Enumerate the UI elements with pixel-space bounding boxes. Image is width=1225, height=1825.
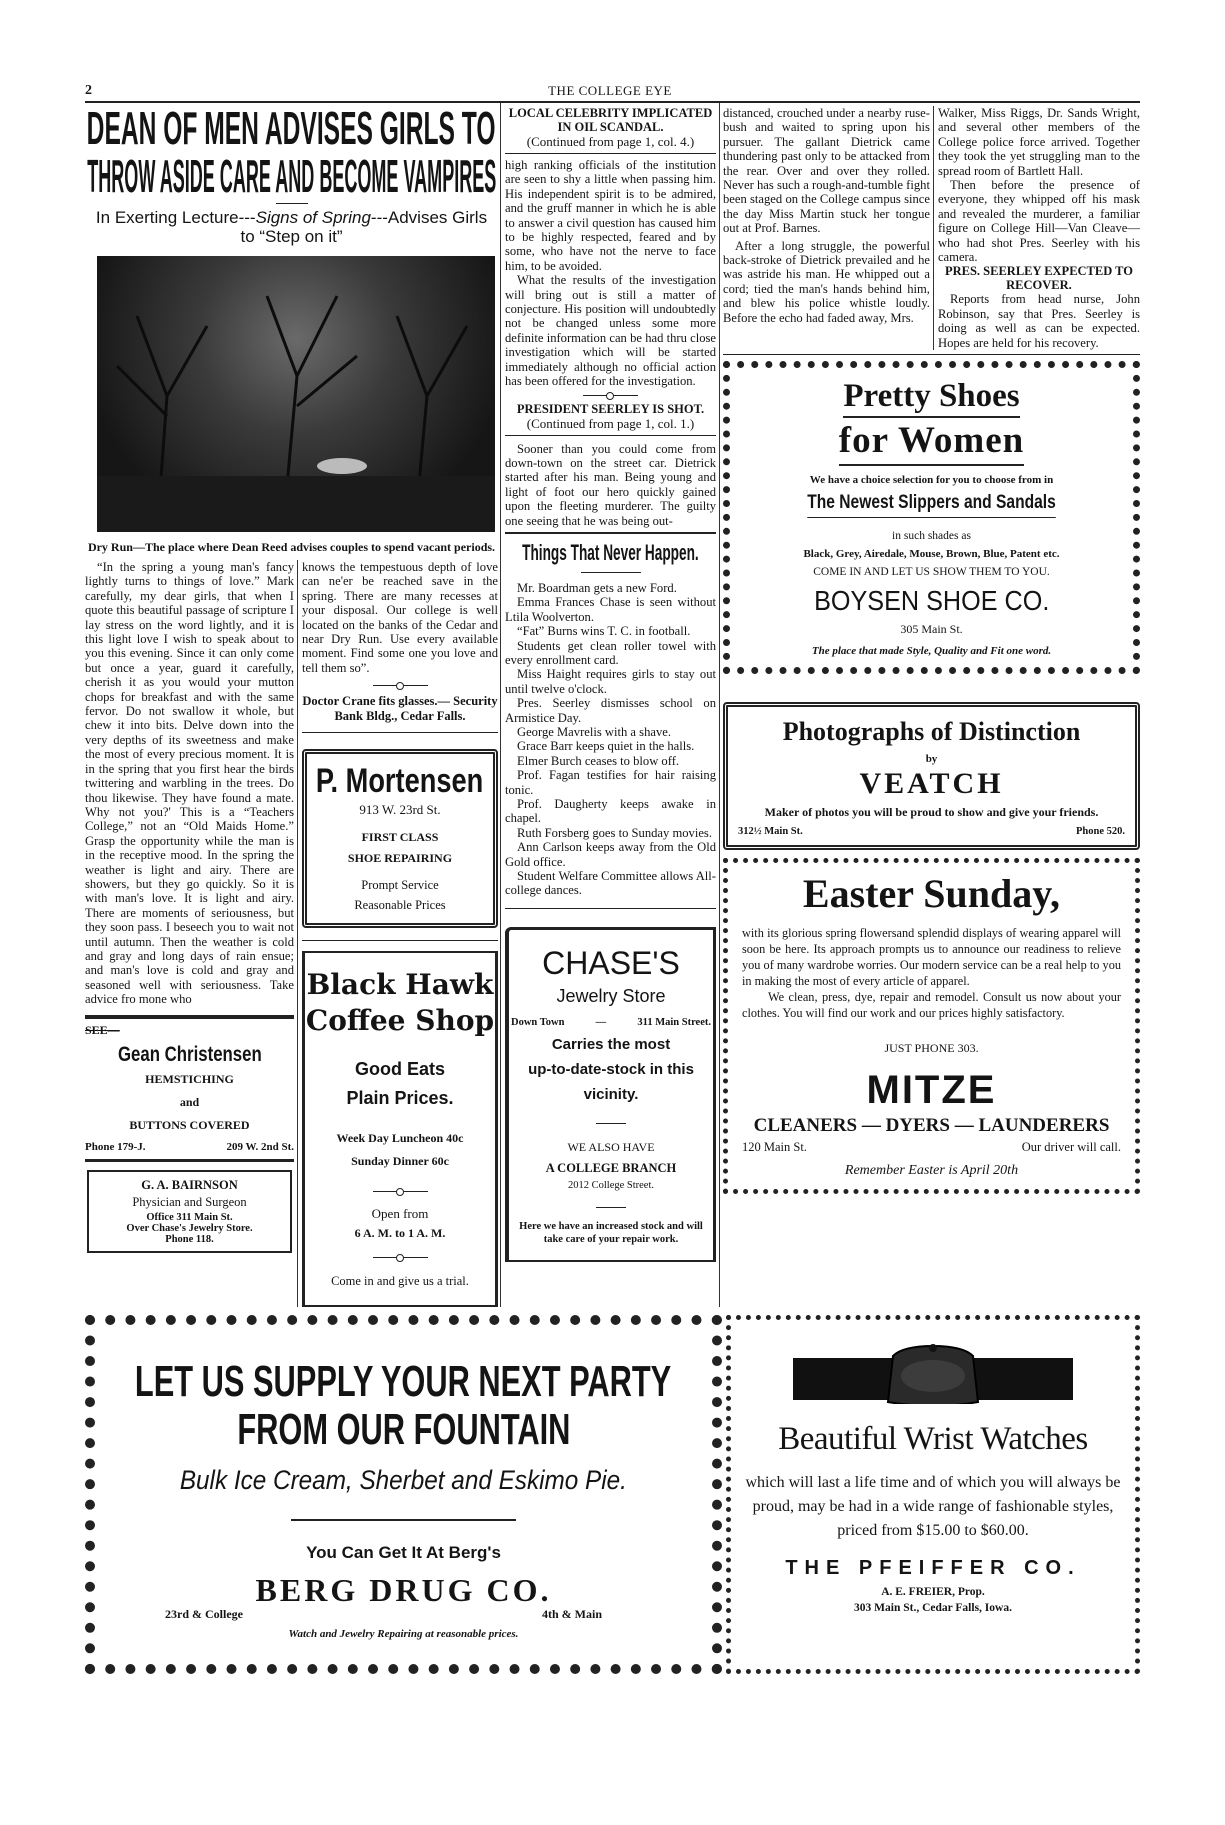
ad-line: Good Eats bbox=[354, 1059, 445, 1080]
ad-mitze bbox=[723, 858, 1140, 1194]
ad-products: Bulk Ice Cream, Sherbet and Eskimo Pie. bbox=[179, 1465, 628, 1496]
ad-paragraph: with its glorious spring flowersand splendid displays of wearing apparel will soon be here. Its approach prompts us to announce our readiness to relieve you of many wardrobe worries. Our modern service can be a real help to you in making the most of every article of apparel. bbox=[742, 926, 1121, 989]
column-2 bbox=[297, 560, 498, 1307]
dash: — bbox=[595, 1016, 607, 1028]
ad-line: Down Town bbox=[511, 1016, 565, 1028]
seerley-continued-col4 bbox=[723, 106, 930, 350]
ad-line: FIRST CLASS bbox=[361, 830, 439, 845]
headline-line-2: THROW ASIDE CARE AND BECOME VAMPIRES bbox=[86, 150, 497, 202]
things-item: Ruth Forsberg goes to Sunday movies. bbox=[517, 825, 712, 840]
ad-line: A. E. FREIER, Prop. bbox=[881, 1586, 985, 1599]
ad-line: Open from bbox=[371, 1206, 429, 1222]
ad-title: Pretty Shoes bbox=[843, 376, 1019, 418]
things-item: Mr. Boardman gets a new Ford. bbox=[517, 580, 677, 595]
ad-chases bbox=[505, 927, 716, 1262]
ad-line: Week Day Luncheon 40c bbox=[336, 1131, 464, 1146]
things-list bbox=[505, 581, 716, 898]
seerley-continued-col5 bbox=[933, 106, 1140, 350]
things-article bbox=[505, 540, 716, 898]
ad-see: SEE— bbox=[85, 1022, 120, 1037]
ad-address: 311 Main Street. bbox=[637, 1016, 711, 1028]
ad-line: vicinity. bbox=[583, 1085, 639, 1103]
ad-line: HEMSTICHING bbox=[145, 1071, 234, 1086]
ad-line: You Can Get It At Berg's bbox=[306, 1543, 501, 1563]
column-3 bbox=[500, 103, 719, 1307]
columns-4-5 bbox=[719, 103, 1140, 1307]
ad-title: LET US SUPPLY YOUR NEXT PARTY bbox=[135, 1357, 672, 1407]
things-item: Ann Carlson keeps away from the Old Gold office. bbox=[505, 840, 716, 869]
ad-paragraph: which will last a life time and of which you will always be proud, may be had in a wide range of fashionable styles, priced from $15.00 to $60.00. bbox=[745, 1474, 1121, 1540]
divider bbox=[723, 354, 1140, 355]
things-item: Prof. Daugherty keeps awake in chapel. bbox=[505, 797, 716, 826]
ad-title: Gean Christensen bbox=[117, 1042, 262, 1066]
ad-line: Maker of photos you will be proud to show and give your friends. bbox=[764, 805, 1099, 820]
ad-phone: Phone 179-J. bbox=[85, 1140, 146, 1153]
ad-address: 2012 College Street. bbox=[567, 1179, 655, 1191]
separator bbox=[373, 685, 428, 686]
lead-story-col2 bbox=[302, 560, 498, 675]
article-headline: PRES. SEERLEY EXPECTED TO RECOVER. bbox=[944, 264, 1133, 293]
lead-story-col1 bbox=[85, 560, 294, 1007]
ad-title: CHASE'S bbox=[542, 944, 680, 981]
ad-line: 6 A. M. to 1 A. M. bbox=[354, 1226, 446, 1241]
subhead-text-end: ---Advises Girls to “Step on it” bbox=[240, 208, 488, 246]
divider bbox=[85, 1015, 294, 1019]
ad-address: 120 Main St. bbox=[742, 1140, 807, 1155]
ad-tagline: The place that made Style, Quality and Fit one word. bbox=[811, 645, 1052, 658]
headline-divider bbox=[276, 203, 308, 204]
things-item: Grace Barr keeps quiet in the halls. bbox=[517, 739, 695, 754]
things-item: Pres. Seerley dismisses school on Armistice Day. bbox=[505, 696, 716, 725]
ad-subtitle: Jewelry Store bbox=[556, 985, 666, 1006]
lead-paragraph: “In the spring a young man's fancy lightly turns to things of love.” Mark carefully, my dear girls, that when I quote this beautiful passage of scripture I lay stress on the word lightly, and it is this light love I wish to speak about to you this evening. Since it can only come but once a year, guard it carefully, cherish it as you would your mutton chops for breakfast and with the same fervor. Do not swallow it whole, but chew it into bits. Delve down into the very depths of its sweetness and make the most of every precious moment. It is in the spring that you first hear the birds twittering and warbling in the trees. Do thou likewise. They have found a mate. Why not you?' This is a “Teachers College,” not an “Old Maids Home.” Grasp the opportunity while the man is in the receptive mood. In the spring the weather is light and airy. There are showers, but they go quickly. So it is with man's love. It is light and airy. There are moments of seriousness, but they soon pass. I beseech you to wait not until autumn. Then the weather is cold and gray and long days of rain ensue; and man's love is cold and gray and seasoned well with seriousness. Take advice fro mone who bbox=[85, 560, 294, 1007]
oil-scandal-article bbox=[505, 106, 716, 389]
separator bbox=[373, 1191, 428, 1192]
lead-story-columns bbox=[85, 560, 498, 1307]
ad-phone: Phone 118. bbox=[165, 1233, 214, 1245]
ad-title: Black Hawk bbox=[306, 968, 494, 1002]
things-item: Students get clean roller towel with every enrollment card. bbox=[505, 638, 716, 667]
article-paragraph: Walker, Miss Riggs, Dr. Sands Wright, and several other members of the College police force arrived. Together they took the yet struggling man to the spread room of Bartlett Hall. bbox=[937, 106, 1140, 178]
article-paragraph: Then before the presence of everyone, they whipped off his mask and revealed the murderer, a familiar figure on College Hill—Van Cleave—who had shot Pres. Seerley with his camera. bbox=[937, 178, 1140, 265]
article-headline: LOCAL CELEBRITY IMPLICATED IN OIL SCANDAL. bbox=[508, 106, 713, 134]
ad-address: 303 Main St., Cedar Falls, Iowa. bbox=[854, 1602, 1012, 1615]
divider bbox=[85, 1159, 294, 1162]
divider bbox=[302, 732, 498, 733]
ad-title: P. Mortensen bbox=[316, 762, 484, 801]
ad-line: The Newest Slippers and Sandals bbox=[807, 492, 1055, 518]
article-paragraph: What the results of the investigation will bring out is still a matter of conjecture. His position will undoubtedly not be changed unless some more definite information can be had thru close investigation which will be started immediately although no official action has been offered for the investigation. bbox=[505, 273, 716, 389]
ad-phone: Phone 520. bbox=[1075, 826, 1125, 838]
ad-berg bbox=[85, 1315, 722, 1674]
newspaper-page bbox=[85, 82, 1140, 1674]
divider bbox=[505, 908, 716, 909]
article-paragraph: Reports from head nurse, John Robinson, say that Pres. Seerley is doing as well as can be expected. Hopes are held for his recovery. bbox=[937, 292, 1140, 350]
ad-address: 209 W. 2nd St. bbox=[226, 1140, 294, 1153]
ad-company: BERG DRUG CO. bbox=[255, 1572, 552, 1609]
ad-line: Watch and Jewelry Repairing at reasonable prices. bbox=[288, 1628, 519, 1641]
divider bbox=[302, 940, 498, 941]
ad-line: in such shades as bbox=[892, 530, 971, 543]
subhead-text: In Exerting Lecture--- bbox=[95, 208, 256, 227]
ad-line: by bbox=[925, 753, 938, 766]
ad-veatch bbox=[723, 702, 1140, 850]
ad-paragraph: We clean, press, dye, repair and remodel. Consult us now about your clothes. You will find our work and our prices highly satisfactory. bbox=[742, 990, 1121, 1021]
seerley-continued bbox=[723, 106, 1140, 350]
ad-line: Our driver will call. bbox=[1021, 1140, 1121, 1155]
ad-address: 913 W. 23rd St. bbox=[359, 802, 441, 818]
article-paragraph: Sooner than you could come from down-town on the street car. Dietrick started after his man. Being young and light of foot our hero quickly gained upon the fleeting murderer. The guilty one seeing that he was being out- bbox=[505, 441, 716, 528]
notice-crane: Doctor Crane fits glasses.— Security Bank Bldg., Cedar Falls. bbox=[302, 694, 498, 724]
ad-pfeiffer bbox=[726, 1315, 1140, 1674]
page-number: 2 bbox=[85, 83, 92, 98]
things-item: Prof. Fagan testifies for hair raising tonic. bbox=[505, 768, 716, 797]
ad-boysen bbox=[723, 361, 1140, 674]
ad-company: THE PFEIFFER CO. bbox=[785, 1557, 1081, 1580]
trees-image bbox=[97, 256, 495, 532]
subhead-italic: Signs of Spring bbox=[255, 208, 371, 227]
ad-line: Physician and Surgeon bbox=[132, 1194, 247, 1209]
ad-line: and bbox=[179, 1094, 200, 1109]
ad-company: MITZE bbox=[866, 1068, 997, 1113]
ad-tagline: Remember Easter is April 20th bbox=[844, 1163, 1019, 1179]
lead-paragraph-cont: knows the tempestuous depth of love can ne'er be reached save in the spring. There are many recesses at your disposal. Our college is well located on the banks of the Cedar and near Dry Run. Use every available moment. Find some one you love and tell them so”. bbox=[302, 560, 498, 675]
ad-bairnson bbox=[87, 1170, 292, 1253]
article-paragraph: distanced, crouched under a nearby ruse-bush and waited to spring upon his pursuer. The gallant Dietrick came thundering past only to be attacked from the rear. Over and over they rolled. Never has such a rough-and-tumble fight been staged on the College campus since the day Miss Martin stuck her tongue out at Prof. Barnes. bbox=[723, 106, 930, 236]
things-item: “Fat” Burns wins T. C. in football. bbox=[517, 624, 691, 639]
ad-line: SHOE REPAIRING bbox=[347, 851, 453, 866]
ad-line: COME IN AND LET US SHOW THEM TO YOU. bbox=[813, 566, 1050, 579]
separator bbox=[373, 1257, 428, 1258]
ad-line: Plain Prices. bbox=[346, 1088, 454, 1109]
column-1 bbox=[85, 560, 297, 1307]
ad-christensen bbox=[85, 1023, 294, 1153]
things-item: Emma Frances Chase is seen without Ltila Woolverton. bbox=[505, 595, 716, 624]
ad-line: up-to-date-stock in this bbox=[528, 1060, 694, 1078]
article-paragraph: high ranking officials of the institution are seen to shy a little when passing him. His independent spirit is to be admired, and the gruff manner in which he is able to answer a civil question has caused him to be highly respected, feared and by some, who have not the nerve to face him, to be avoided. bbox=[505, 158, 716, 273]
things-item: Miss Haight requires girls to stay out until twelve o'clock. bbox=[505, 667, 716, 696]
dry-run-photo bbox=[97, 256, 495, 532]
ad-title: FROM OUR FOUNTAIN bbox=[236, 1405, 571, 1455]
ad-address: 312½ Main St. bbox=[738, 826, 803, 838]
seerley-article bbox=[505, 402, 716, 528]
ad-location: 23rd & College bbox=[165, 1607, 243, 1622]
ad-line: Office 311 Main St. bbox=[146, 1211, 233, 1223]
ad-line: Sunday Dinner 60c bbox=[351, 1154, 449, 1169]
continued-note: (Continued from page 1, col. 4.) bbox=[526, 134, 695, 149]
ad-line: Come in and give us a trial. bbox=[331, 1274, 469, 1289]
ad-mortensen bbox=[302, 749, 498, 928]
ad-line: A COLLEGE BRANCH bbox=[545, 1160, 677, 1175]
masthead bbox=[85, 82, 1140, 103]
ad-line: Prompt Service bbox=[361, 878, 439, 893]
ad-title: Beautiful Wrist Watches bbox=[778, 1421, 1088, 1458]
things-item: Student Welfare Committee allows All-college dances. bbox=[505, 869, 716, 898]
things-item: George Mavrelis with a shave. bbox=[517, 725, 671, 739]
ad-title: Photographs of Distinction bbox=[782, 717, 1081, 747]
ad-line: Black, Grey, Airedale, Mouse, Brown, Blue, Patent etc. bbox=[803, 548, 1060, 561]
photo-caption: Dry Run—The place where Dean Reed advises couples to spend vacant periods. bbox=[87, 540, 496, 554]
wrist-watch-icon bbox=[793, 1344, 1073, 1404]
ad-title: Coffee Shop bbox=[305, 1004, 495, 1038]
ad-line: WE ALSO HAVE bbox=[567, 1139, 655, 1154]
things-headline: Things That Never Happen. bbox=[522, 539, 699, 565]
ad-location: 4th & Main bbox=[542, 1607, 602, 1622]
ad-address: 305 Main St. bbox=[900, 622, 963, 637]
ad-services: CLEANERS — DYERS — LAUNDERERS bbox=[753, 1115, 1110, 1137]
ad-title: for Women bbox=[839, 418, 1024, 466]
bottom-ads bbox=[85, 1315, 1140, 1674]
article-headline: PRESIDENT SEERLEY IS SHOT. bbox=[516, 401, 705, 416]
things-item: Elmer Burch ceases to blow off. bbox=[517, 753, 680, 768]
ad-line: Carries the most bbox=[551, 1035, 671, 1053]
ad-line: Over Chase's Jewelry Store. bbox=[126, 1222, 253, 1234]
ad-company: VEATCH bbox=[859, 767, 1004, 801]
ad-blackhawk bbox=[302, 951, 498, 1307]
continued-note: (Continued from page 1, col. 1.) bbox=[526, 415, 695, 431]
paper-name: THE COLLEGE EYE bbox=[548, 83, 672, 98]
ad-title: G. A. BAIRNSON bbox=[141, 1177, 238, 1192]
separator bbox=[583, 395, 638, 396]
main-columns bbox=[85, 103, 1140, 1307]
ad-title: Easter Sunday, bbox=[802, 871, 1061, 917]
article-paragraph: After a long struggle, the powerful back-stroke of Dietrick prevailed and he was astride his man. He whipped out a cord; tied the man's hands behind him, and blew his police whistle loudly. Before the echo had faded away, Mrs. bbox=[723, 238, 930, 325]
ad-phone: JUST PHONE 303. bbox=[884, 1041, 979, 1056]
ad-company: BOYSEN SHOE CO. bbox=[813, 585, 1050, 617]
ad-line: Here we have an increased stock and will take care of your repair work. bbox=[519, 1220, 703, 1245]
ad-line: We have a choice selection for you to choose from in bbox=[809, 474, 1054, 487]
ad-line: Reasonable Prices bbox=[354, 898, 446, 913]
lead-subhead bbox=[85, 208, 498, 246]
ad-line: BUTTONS COVERED bbox=[129, 1117, 250, 1132]
headline-line-1: DEAN OF MEN ADVISES GIRLS TO bbox=[87, 102, 496, 154]
lead-story bbox=[85, 103, 500, 1307]
